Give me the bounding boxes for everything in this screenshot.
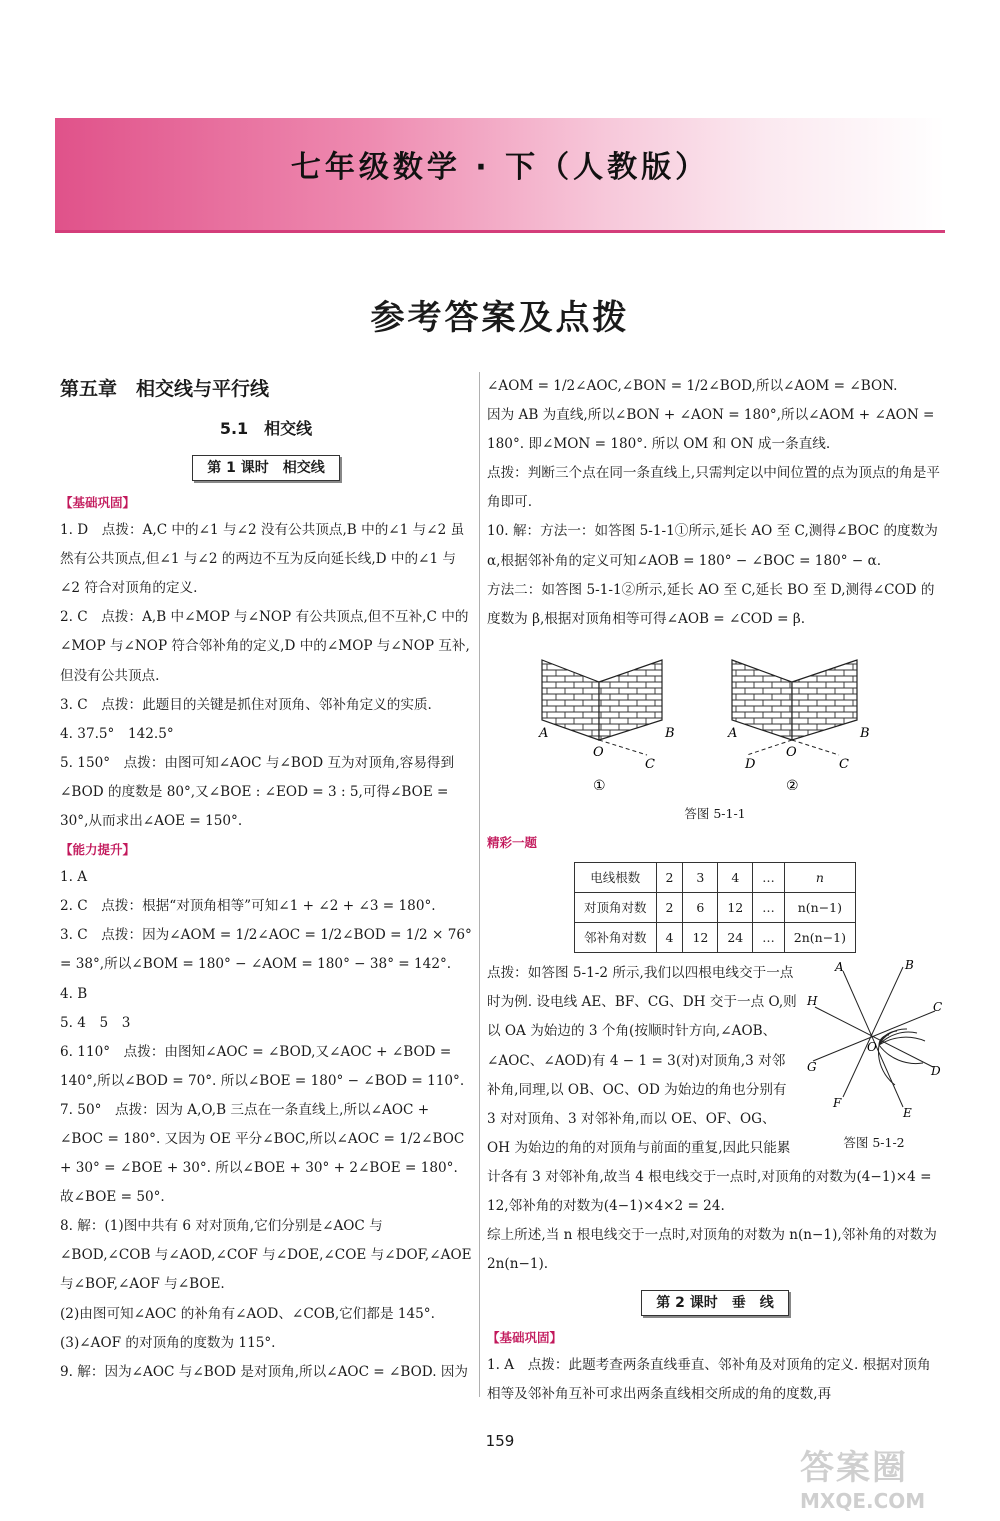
book-title: 七年级数学 · 下（人教版）: [290, 150, 710, 185]
answer-basic-4: 4. 37.5° 142.5°: [60, 725, 174, 742]
wall-right-1: [599, 660, 662, 740]
answer-ability-1: 1. A: [60, 869, 88, 886]
answer-ability-8b: (2)由图可知∠AOC 的补角有∠AOD、∠COB,它们都是 145°.: [60, 1305, 435, 1322]
answer-9-cont-1: ∠AOM = 1/2∠AOC,∠BON = 1/2∠BOD,所以∠AOM = ∠BON.: [487, 378, 898, 394]
section-heading: 5.1 相交线: [219, 419, 313, 438]
line-bf: [843, 967, 903, 1097]
lesson-2-heading: 第 2 课时 垂 线: [487, 1289, 943, 1318]
highlight-hint: 点拨：如答图 5-1-2 所示,我们以四根电线交于一点时为例. 设电线 AE、BF、CG、DH 交于一点 O,则以 OA 为始边的 3 个角(按顺时针方向,∠AOB、∠AOC、∠AOD)有 4 − 1 = 3(对)对顶角,3 对邻补角,同理,以 OB、OC、OD 为始边的角也分别有 3 对对顶角、3 对邻补角,而以 OE、OF、OG、OH 为始边的角的对顶角与前面的重复,因此只能累计各有 3 对邻补角,故当 4 根电线交于一点时,对顶角的对数为(4−1)×4 = 12,邻补角的对数为(4−1)×4×2 = 24.: [487, 965, 932, 1214]
answer-9-hint: 点拨：判断三个点在同一条直线上,只需判定以中间位置的点为顶点的角是平角即可.: [487, 465, 940, 511]
label-a-1: A: [539, 725, 549, 741]
label-d-2: D: [745, 756, 756, 772]
answer-ability-3: 3. C 点拨：因为∠AOM = 1/2∠AOC = 1/2∠BOD = 1/2 × 76° = 38°,所以∠BOM = 180° − ∠AOM = 180° − 38° = 142°.: [60, 927, 472, 973]
label-b: B: [905, 959, 914, 973]
answer-ability-4: 4. B: [60, 985, 88, 1002]
sub-figure-2-label: ②: [786, 777, 799, 790]
watermark-logo: 答案圈 MXQE.COM: [800, 1448, 926, 1513]
sub-figure-1-label: ①: [593, 777, 606, 790]
label-e: E: [903, 1106, 912, 1120]
answer-10-method-1: 10. 解：方法一：如答图 5-1-1①所示,延长 AO 至 C,测得∠BOC 的度数为 α,根据邻补角的定义可知∠AOB = 180° − ∠BOC = 180° − α.: [487, 523, 938, 569]
header-rule: [55, 230, 945, 233]
column-divider: [479, 372, 480, 1397]
chapter-heading: 第五章 相交线与平行线: [60, 378, 270, 400]
angle-arc-6: [879, 1045, 923, 1064]
highlight-summary: 综上所述,当 n 根电线交于一点时,对顶角的对数为 n(n−1),邻补角的对数为 2n(n−1).: [487, 1227, 937, 1273]
label-a: A: [835, 960, 844, 975]
table-row: 电线根数 2 3 4 … n: [574, 862, 855, 892]
four-lines-figure: [805, 959, 943, 1119]
tag-basic-2: 【基础巩固】: [487, 1330, 563, 1346]
angle-arc-4: [879, 1032, 917, 1045]
label-b-1: B: [665, 725, 675, 741]
tag-ability: 【能力提升】: [60, 842, 136, 858]
label-c-2: C: [839, 756, 849, 772]
figure-5-1-2: [805, 959, 943, 1156]
answer-9-cont-2: 因为 AB 为直线,所以∠BON + ∠AON = 180°,所以∠AOM + ∠AON = 180°. 即∠MON = 180°. 所以 OM 和 ON 成一条直线.: [487, 407, 935, 453]
label-g: G: [807, 1060, 817, 1075]
figure-5-1-1: [487, 640, 943, 827]
answer-10-method-2: 方法二：如答图 5-1-1②所示,延长 AO 至 C,延长 BO 至 D,测得∠COD 的度数为 β,根据对顶角相等可得∠AOB = ∠COD = β.: [487, 581, 935, 627]
extension-line-oc-2: [792, 740, 839, 755]
label-f: F: [833, 1096, 842, 1111]
angle-arc-7: [878, 1045, 895, 1085]
extension-line-oc-1: [599, 740, 647, 755]
answer-basic-3: 3. C 点拨：此题目的关键是抓住对顶角、邻补角定义的实质.: [60, 696, 432, 713]
wire-angle-table: [574, 862, 856, 953]
wall-left-1: [542, 660, 599, 740]
answer-ability-8a: 8. 解：(1)图中共有 6 对对顶角,它们分别是∠AOC 与∠BOD,∠COB 与∠AOD,∠COF 与∠DOE,∠COE 与∠DOF,∠AOE 与∠BOF,∠AOF 与∠BOE.: [60, 1218, 472, 1293]
lesson-2-answer-1: 1. A 点拨：此题考查两条直线垂直、邻补角及对顶角的定义. 根据对顶角相等及邻补角互补可求出两条直线相交所成的角的度数,再: [487, 1357, 931, 1403]
angle-arc-5: [879, 1037, 925, 1045]
tag-highlight: 精彩一题: [487, 834, 538, 850]
wall-left-2: [732, 660, 792, 740]
label-c-1: C: [645, 756, 655, 772]
table-row: 对顶角对数 2 6 12 … n(n−1): [574, 893, 855, 923]
answer-ability-5: 5. 4 5 3: [60, 1014, 131, 1031]
tag-basic: 【基础巩固】: [60, 495, 136, 511]
left-column: [60, 372, 472, 1387]
page-title: 参考答案及点拨: [370, 298, 630, 338]
answer-basic-5: 5. 150° 点拨：由图可知∠AOC 与∠BOD 互为对顶角,容易得到∠BOD 的度数是 80°,又∠BOE : ∠EOD = 3 : 5,可得∠BOE = 30°,从而求出∠AOE = 150°.: [60, 754, 455, 830]
label-o-1: O: [593, 744, 604, 760]
lesson-1-heading: 第 1 课时 相交线: [60, 454, 472, 483]
label-d: D: [931, 1064, 941, 1079]
page-number: 159: [485, 1432, 515, 1450]
wall-right-2: [792, 660, 857, 740]
label-o: O: [867, 1040, 877, 1055]
answer-ability-9: 9. 解：因为∠AOC 与∠BOD 是对顶角,所以∠AOC = ∠BOD. 因为: [60, 1363, 469, 1380]
answer-ability-6: 6. 110° 点拨：由图知∠AOC = ∠BOD,又∠AOC + ∠BOD = 140°,所以∠BOD = 70°. 所以∠BOE = 180° − ∠BOD = 110°.: [60, 1043, 465, 1089]
label-b-2: B: [860, 725, 870, 741]
answer-ability-2: 2. C 点拨：根据“对顶角相等”可知∠1 + ∠2 + ∠3 = 180°.: [60, 898, 436, 915]
table-row: 邻补角对数 4 12 24 … 2n(n−1): [574, 923, 855, 953]
label-c: C: [933, 1000, 943, 1015]
label-a-2: A: [728, 725, 738, 741]
answer-ability-7: 7. 50° 点拨：因为 A,O,B 三点在一条直线上,所以∠AOC + ∠BOC = 180°. 又因为 OE 平分∠BOC,所以∠AOC = 1/2∠BOC + 30° = ∠BOE + 30°. 所以∠BOE + 30° + 2∠BOE = 180°. 故∠BOE = 50°.: [60, 1101, 465, 1206]
figure-5-1-2-caption: 答图 5-1-2: [843, 1135, 905, 1151]
answer-basic-1: 1. D 点拨：A,C 中的∠1 与∠2 没有公共顶点,B 中的∠1 与∠2 虽然有公共顶点,但∠1 与∠2 的两边不互为反向延长线,D 中的∠1 与∠2 符合对顶角的定义.: [60, 522, 465, 597]
label-o-2: O: [786, 744, 797, 760]
answer-ability-8c: (3)∠AOF 的对顶角的度数为 115°.: [60, 1334, 276, 1351]
answer-basic-2: 2. C 点拨：A,B 中∠MOP 与∠NOP 有公共顶点,但不互补,C 中的∠MOP 与∠NOP 符合邻补角的定义,D 中的∠MOP 与∠NOP 互补,但没有公共顶点.: [60, 609, 470, 684]
label-h: H: [807, 994, 818, 1009]
line-dh: [815, 1007, 933, 1067]
brick-wall-figure: [487, 640, 943, 790]
right-column: [487, 372, 943, 1410]
figure-5-1-1-caption: 答图 5-1-1: [684, 805, 746, 821]
